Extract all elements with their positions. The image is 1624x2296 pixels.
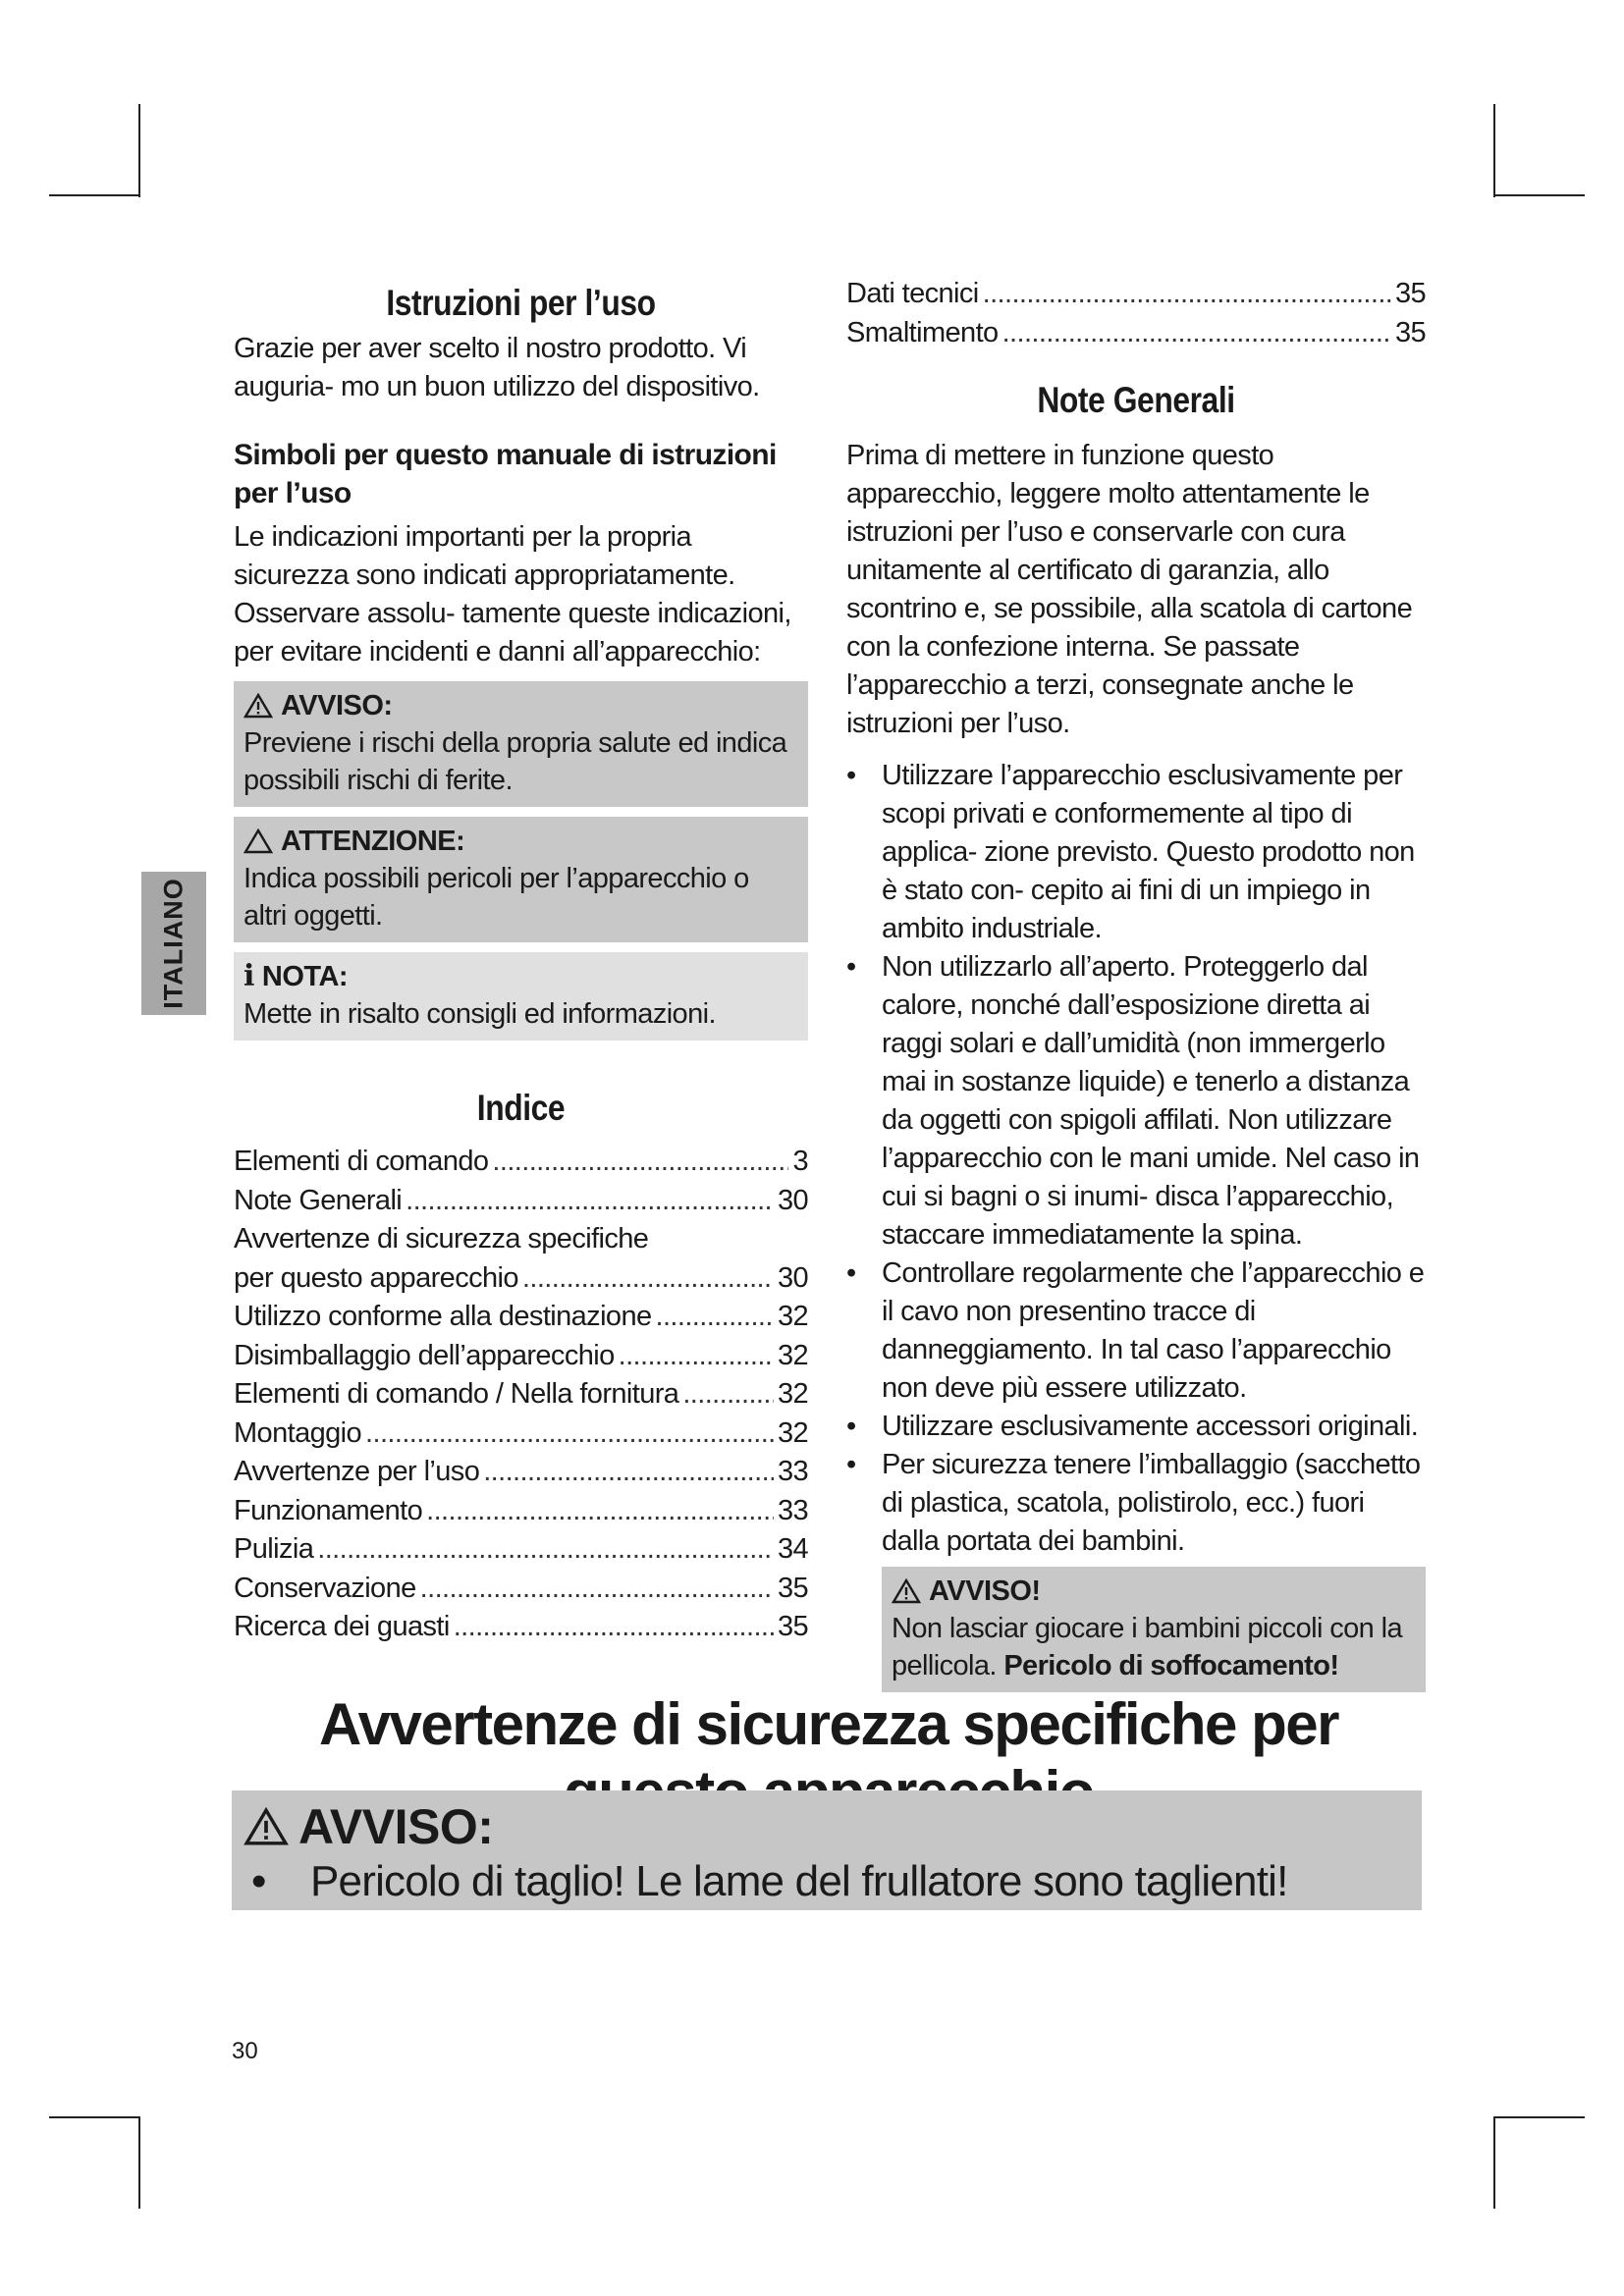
- crop-mark-top-left-v: [138, 104, 140, 197]
- caution-triangle-icon: [244, 828, 273, 854]
- toc-row[interactable]: Ricerca dei guasti ..... 35: [234, 1608, 808, 1647]
- language-side-tab: [141, 872, 206, 1015]
- general-notes-text: Prima di mettere in funzione questo apparecchio, leggere molto attentamente le istruzioni per l’uso e conservarle con cura unitamente al certificato di garanzia, allo scontrino e, se possibile, alla scatola di cartone con la confezione interna. Se passate l’apparecchio a terzi, consegnate anche le istruzioni per l’uso.: [846, 440, 1413, 739]
- crop-mark-top-right-v: [1493, 104, 1495, 197]
- safety-section-title: Avvertenze di sicurezza specifiche per: [319, 1691, 1338, 1757]
- left-column: [234, 275, 808, 1647]
- toc-row[interactable]: per questo apparecchio ..... 30: [234, 1259, 808, 1299]
- crop-mark-bottom-right-v: [1493, 2116, 1495, 2209]
- symbols-text: Le indicazioni importanti per la propria sicurezza sono indicati appropriatamente. Osservare assolu- tamente queste indicazioni, per evitare incidenti e danni all’apparecchio:: [234, 521, 791, 667]
- table-of-contents-continued: [846, 275, 1426, 352]
- general-notes-list: [846, 757, 1426, 1561]
- caution-box: [234, 817, 808, 942]
- right-column: [846, 275, 1426, 1692]
- blade-warning-item: • Pericolo di taglio! Le lame del frullatore sono taglienti!: [251, 1857, 1288, 1905]
- warning-label: AVVISO:: [281, 690, 393, 721]
- note-text: Mette in risalto consigli ed informazioni.: [244, 998, 716, 1030]
- toc-row[interactable]: Utilizzo conforme alla destinazione ..... 32: [234, 1298, 808, 1337]
- toc-row[interactable]: Smaltimento ..... 35: [846, 314, 1426, 353]
- warning-label: AVVISO!: [929, 1575, 1041, 1607]
- crop-mark-bottom-right-h: [1493, 2116, 1585, 2118]
- page-number: 30: [232, 2038, 258, 2064]
- warning-text: Previene i rischi della propria salute ed indica possibili rischi di ferite.: [244, 727, 787, 796]
- toc-row[interactable]: Pulizia ..... 34: [234, 1530, 808, 1570]
- list-item: • Controllare regolarmente che l’apparecchio e il cavo non presentino tracce di danneggiamento. In tal caso l’apparecchio non deve più essere utilizzato.: [846, 1257, 1425, 1404]
- list-item: • Utilizzare l’apparecchio esclusivamente per scopi privati e conformemente al tipo di applica- zione previsto. Questo prodotto non è stato con- cepito ai fini di un impiego in ambito industriale.: [846, 760, 1415, 944]
- crop-mark-top-right-h: [1493, 194, 1585, 196]
- toc-row[interactable]: Funzionamento ..... 33: [234, 1492, 808, 1531]
- blade-warning-title: [244, 1798, 493, 1855]
- warning-box-title: [244, 687, 798, 724]
- suffocation-warning-title: [892, 1573, 1416, 1610]
- toc-row[interactable]: Conservazione ..... 35: [234, 1570, 808, 1609]
- info-icon: i: [244, 959, 254, 993]
- note-box-title: [244, 958, 798, 995]
- list-item: • Non utilizzarlo all’aperto. Proteggerlo dal calore, nonché dall’esposizione diretta ai raggi solari e dall’umidità (non immergerlo mai in sostanze liquide) e tenerlo a distanza da oggetti con spigoli affilati. Non utilizzare l’apparecchio con le mani umide. Nel caso in cui si bagni o si inumi- disca l’apparecchio, staccare immediatamente la spina.: [846, 951, 1420, 1251]
- note-label: NOTA:: [261, 961, 349, 992]
- toc-row[interactable]: Montaggio ..... 32: [234, 1415, 808, 1454]
- toc-row[interactable]: Elementi di comando ..... 3: [234, 1143, 808, 1182]
- warning-box: [234, 681, 808, 807]
- caution-label: ATTENZIONE:: [281, 826, 465, 857]
- list-item: • Utilizzare esclusivamente accessori originali.: [846, 1411, 1419, 1442]
- symbols-heading: Simboli per questo manuale di istruzioni per l’uso: [234, 439, 777, 509]
- caution-box-title: [244, 823, 798, 860]
- instructions-title: Istruzioni per l’uso: [386, 283, 656, 323]
- caution-text: Indica possibili pericoli per l’apparecchio o altri oggetti.: [244, 863, 749, 932]
- suffocation-emphasis: Pericolo di soffocamento!: [1003, 1650, 1339, 1682]
- language-label: ITALIANO: [158, 878, 189, 1009]
- toc-row[interactable]: Note Generali ..... 30: [234, 1182, 808, 1221]
- index-title: Indice: [476, 1088, 566, 1128]
- toc-row-continued[interactable]: Avvertenze di sicurezza specifiche: [234, 1223, 649, 1255]
- crop-mark-top-left-h: [49, 194, 140, 196]
- warning-triangle-icon: [244, 693, 273, 719]
- warning-triangle-icon: [892, 1578, 921, 1604]
- toc-row[interactable]: Dati tecnici ..... 35: [846, 275, 1426, 314]
- toc-row[interactable]: Avvertenze per l’uso ..... 33: [234, 1453, 808, 1492]
- toc-row[interactable]: Elementi di comando / Nella fornitura ..... 32: [234, 1375, 808, 1415]
- warning-label: AVVISO:: [298, 1799, 494, 1854]
- list-item: • Per sicurezza tenere l’imballaggio (sacchetto di plastica, scatola, polistirolo, ecc.) fuori dalla portata dei bambini.: [846, 1449, 1421, 1557]
- general-notes-title: Note Generali: [1037, 380, 1235, 420]
- note-box: [234, 952, 808, 1041]
- intro-text: Grazie per aver scelto il nostro prodotto. Vi auguria- mo un buon utilizzo del dispositivo.: [234, 333, 760, 402]
- crop-mark-bottom-left-h: [49, 2116, 140, 2118]
- toc-row[interactable]: Disimballaggio dell’apparecchio ..... 32: [234, 1337, 808, 1376]
- crop-mark-bottom-left-v: [138, 2116, 140, 2209]
- warning-triangle-icon: [244, 1807, 289, 1846]
- blade-warning-box: [232, 1790, 1422, 1910]
- suffocation-warning-box: [882, 1567, 1426, 1692]
- table-of-contents: [234, 1143, 808, 1647]
- suffocation-warning-text: Non lasciar giocare i bambini piccoli con la pellicola. Pericolo di soffocamento!: [892, 1613, 1403, 1682]
